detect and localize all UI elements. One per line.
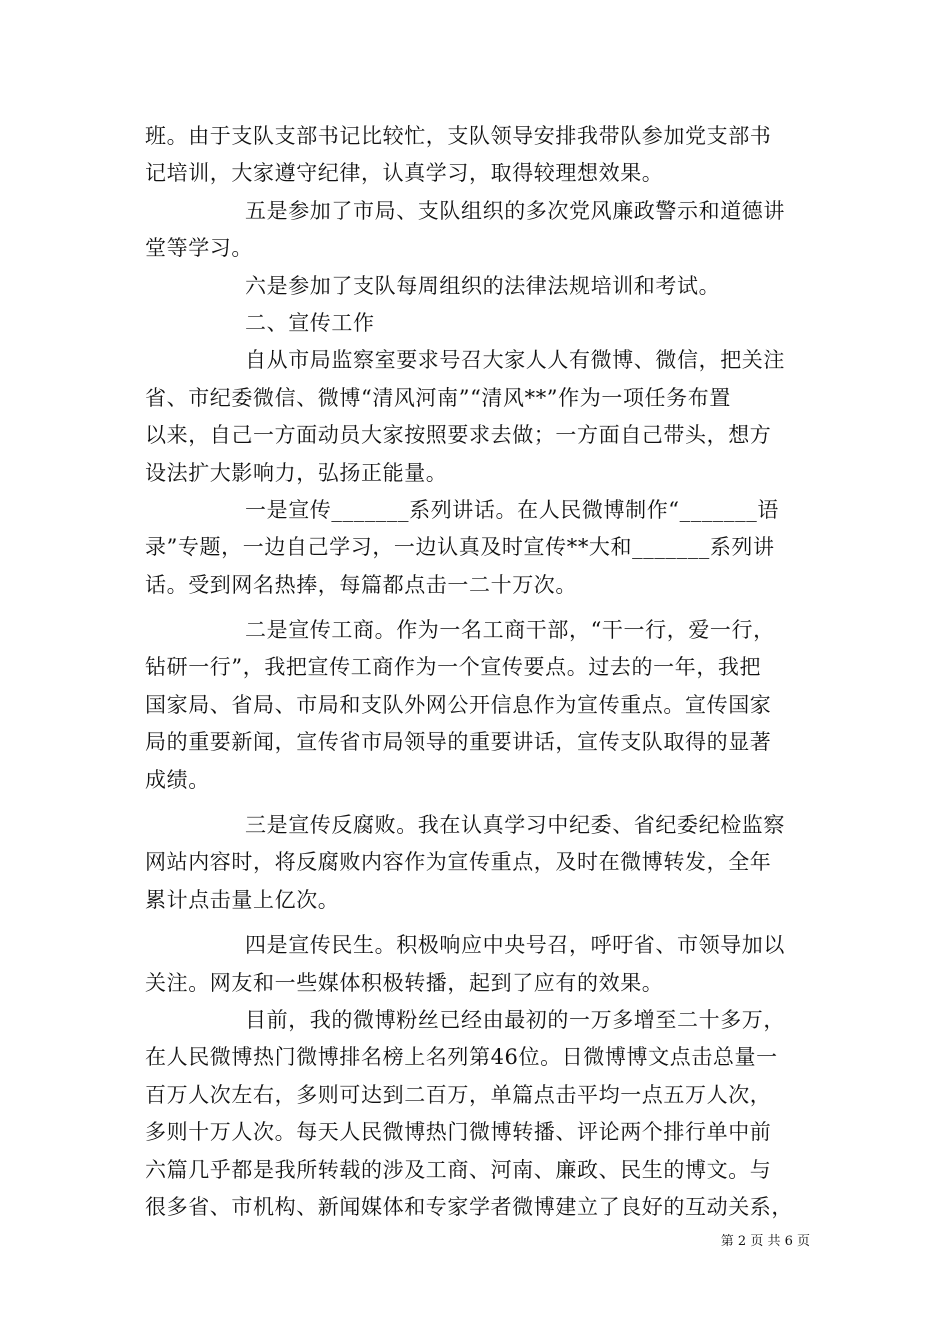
text-line: 五是参加了市局、支队组织的多次党风廉政警示和道德讲 <box>245 198 785 223</box>
text-line: 班。由于支队支部书记比较忙，支队领导安排我带队参加党支部书 <box>145 124 772 148</box>
page-number: 第 2 页 共 6 页 <box>720 1234 810 1249</box>
text-line: 四是宣传民生。积极响应中央号召，呼吁省、市领导加以 <box>245 933 785 958</box>
text-line: 国家局、省局、市局和支队外网公开信息作为宣传重点。宣传国家 <box>145 692 772 717</box>
text-line: 六是参加了支队每周组织的法律法规培训和考试。 <box>245 273 721 298</box>
text-line: 六篇几乎都是我所转载的涉及工商、河南、廉政、民生的博文。与 <box>145 1157 772 1182</box>
text-line: 百万人次左右，多则可达到二百万，单篇点击平均一点五万人次， <box>145 1082 772 1107</box>
text-line: 成绩。 <box>145 767 210 792</box>
text-line: 关注。网友和一些媒体积极转播，起到了应有的效果。 <box>145 970 664 995</box>
text-line: 堂等学习。 <box>145 236 253 261</box>
text-line: 多则十万人次。每天人民微博热门微博转播、评论两个排行单中前 <box>145 1120 772 1145</box>
text-line: 网站内容时，将反腐败内容作为宣传重点，及时在微博转发，全年 <box>145 850 772 875</box>
text-line: 自从市局监察室要求号召大家人人有微博、微信，把关注 <box>245 348 785 373</box>
section-heading: 二、宣传工作 <box>245 310 375 335</box>
text-line: 累计点击量上亿次。 <box>145 887 340 912</box>
text-line: 目前，我的微博粉丝已经由最初的一万多增至二十多万， <box>245 1007 785 1032</box>
text-line: 二是宣传工商。作为一名工商干部，“干一行，爱一行， <box>245 618 775 643</box>
text-line: 三是宣传反腐败。我在认真学习中纪委、省纪委纪检监察 <box>245 813 785 838</box>
body-text <box>145 118 815 1226</box>
text-line: 在人民微博热门微博排名榜上名列第46位。日微博博文点击总量一 <box>145 1045 778 1070</box>
text-line: 录”专题，一边自己学习，一边认真及时宣传**大和_______系列讲 <box>145 535 775 560</box>
text-line: 省、市纪委微信、微博“清风河南”“清风**”作为一项任务布置 <box>145 385 731 410</box>
text-line: 设法扩大影响力，弘扬正能量。 <box>145 460 448 485</box>
text-line: 很多省、市机构、新闻媒体和专家学者微博建立了良好的互动关系， <box>145 1194 793 1219</box>
text-line: 一是宣传_______系列讲话。在人民微博制作“_______语 <box>245 497 779 522</box>
text-line: 局的重要新闻，宣传省市局领导的重要讲话，宣传支队取得的显著 <box>145 730 772 755</box>
text-line: 以来，自己一方面动员大家按照要求去做；一方面自己带头，想方 <box>145 423 772 448</box>
text-line: 话。受到网名热捧，每篇都点击一二十万次。 <box>145 572 577 597</box>
text-line: 钻研一行”，我把宣传工商作为一个宣传要点。过去的一年，我把 <box>145 655 762 680</box>
text-line: 记培训，大家遵守纪律，认真学习，取得较理想效果。 <box>145 161 664 186</box>
